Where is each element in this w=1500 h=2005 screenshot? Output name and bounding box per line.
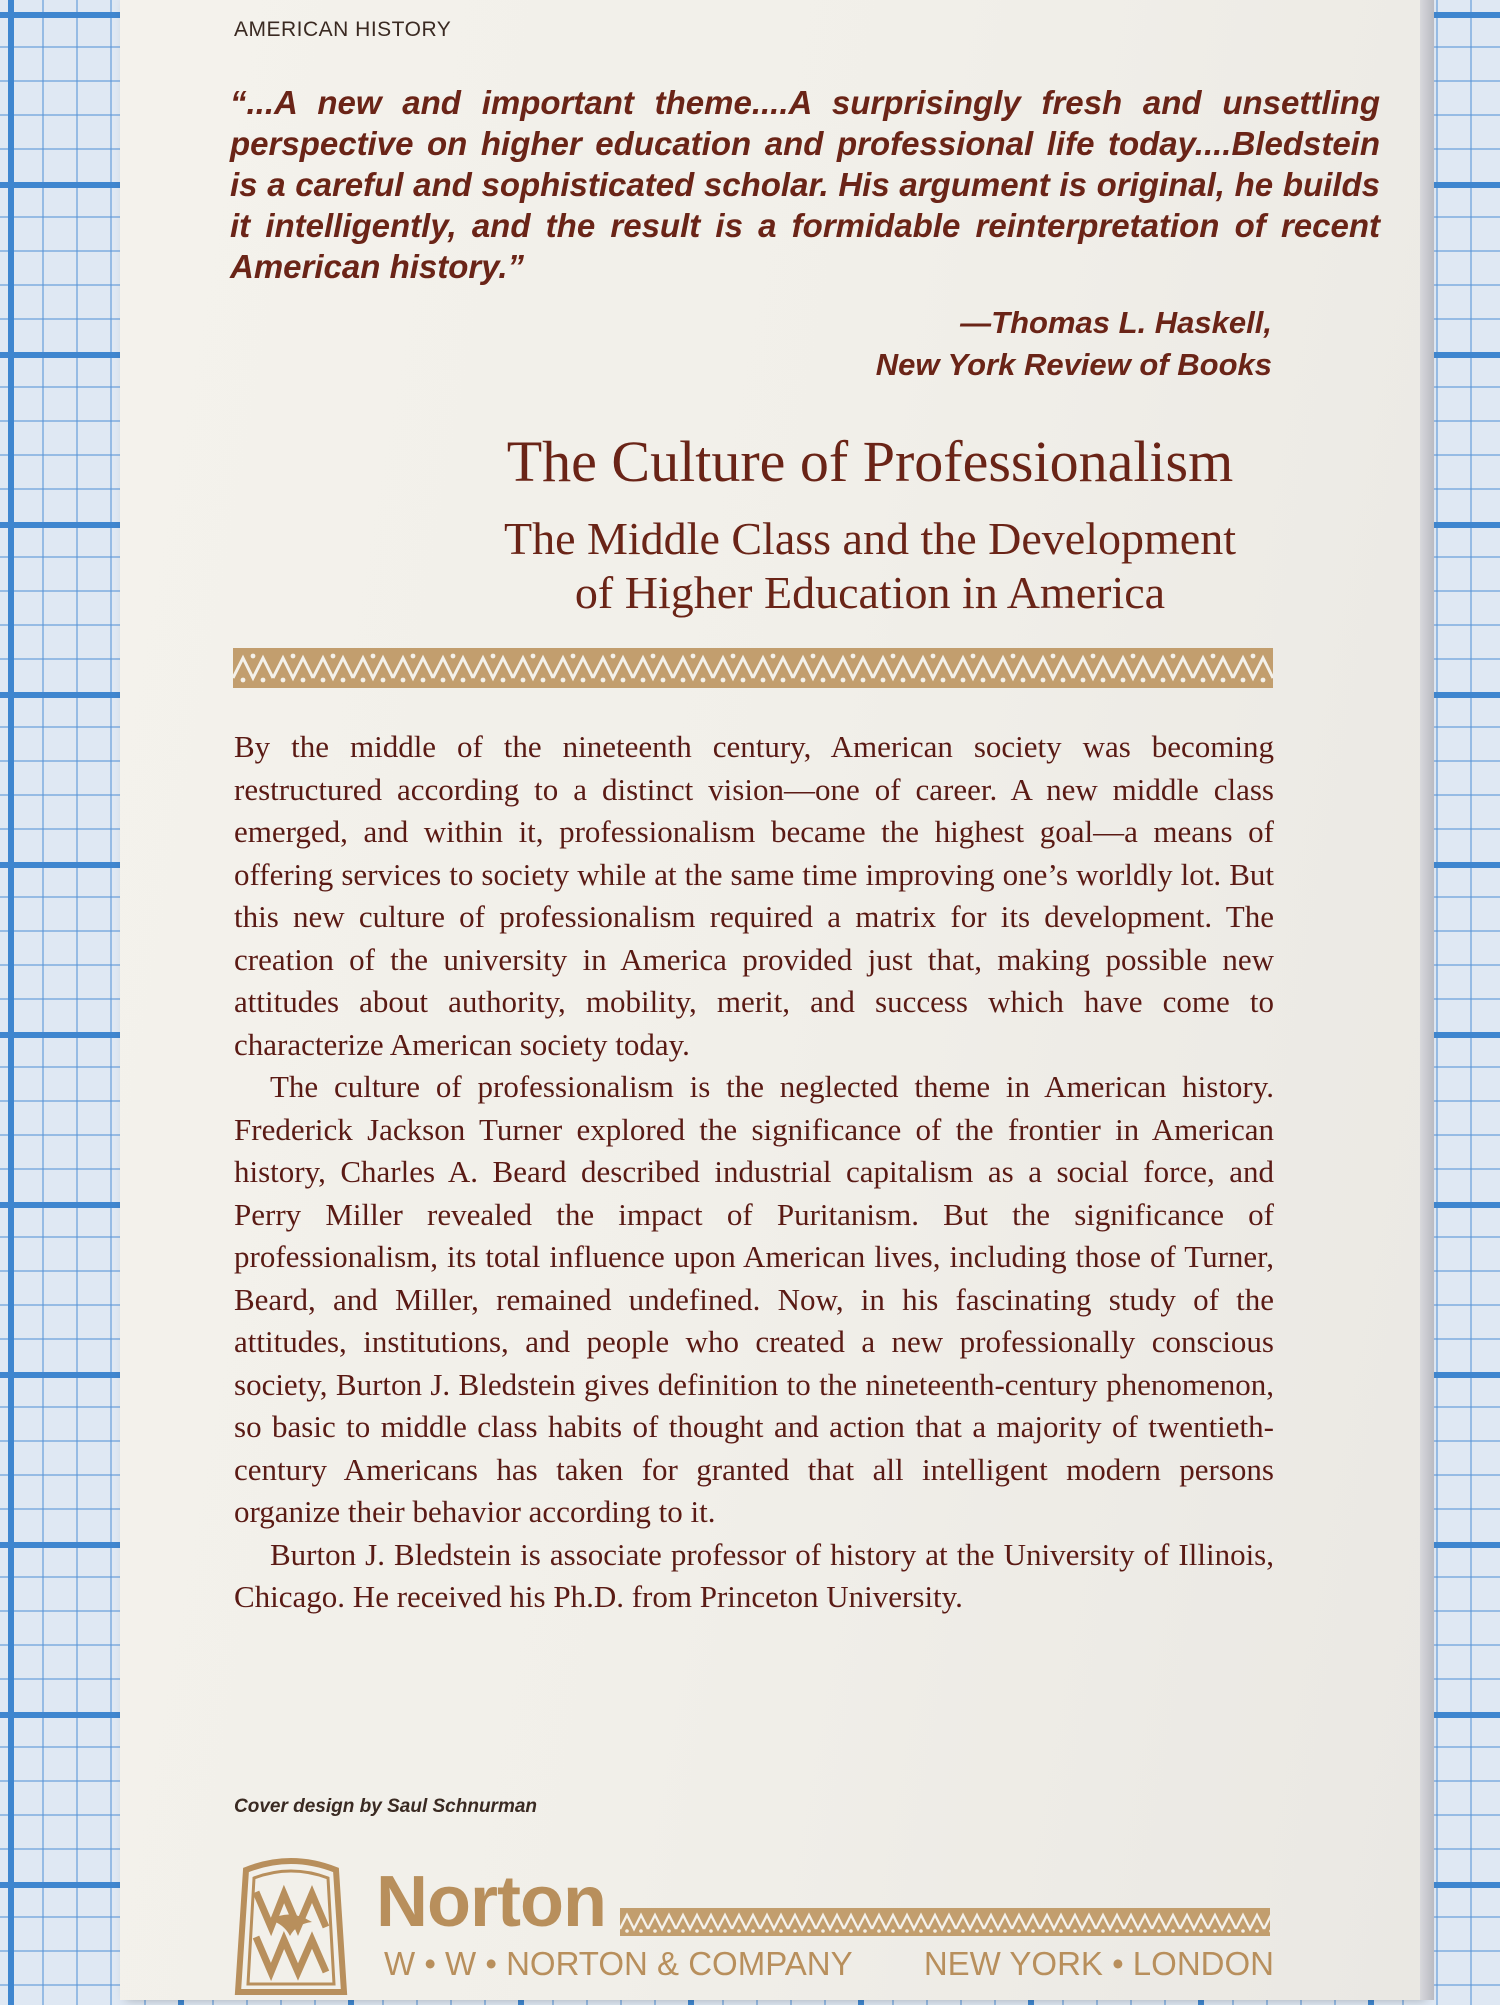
subtitle-line-1: The Middle Class and the Development	[503, 513, 1236, 564]
description-paragraph-1: By the middle of the nineteenth century, American society was becoming restructured according to a distinct vision—one of career. A new middle class emerged, and within it, professionalism became the highest goal—a means of offering services to society while at the same time improving one’s worldly lot. But this new culture of professionalism required a matrix for its development. The creation of the university in America provided just that, making possible new attitudes about authority, mobility, merit, and success which have come to characterize American society today.	[234, 729, 1274, 1062]
review-quote: “...A new and important theme....A surprisingly fresh and unsettling perspective on higher education and professional life today....Bledstein is a careful and sophisticated scholar. His argument is original, he builds it intelligently, and the result is a formidable reinterpretation of recent American history.”	[230, 84, 1380, 285]
author-bio-paragraph: Burton J. Bledstein is associate professor of history at the University of Illinois, Chicago. He received his Ph.D. from Princeton University.	[234, 1536, 1274, 1614]
book-description	[234, 726, 1274, 1619]
quote-attribution	[876, 302, 1272, 386]
norton-logo-icon	[226, 1852, 356, 2000]
publisher-company: W • W • NORTON & COMPANY	[384, 1945, 853, 1982]
subtitle-line-2: of Higher Education in America	[574, 567, 1166, 618]
quote-source: New York Review of Books	[875, 347, 1272, 382]
category-label: AMERICAN HISTORY	[234, 18, 452, 41]
publisher-imprint	[384, 1945, 1274, 1983]
cover-design-credit: Cover design by Saul Schnurman	[234, 1796, 538, 1817]
book-title: The Culture of Professionalism	[506, 429, 1234, 494]
description-paragraph-2: The culture of professionalism is the neglected theme in American history. Frederick Jackson Turner explored the significance of the frontier in American history, Charles A. Beard described industrial capitalism as a social force, and Perry Miller revealed the impact of Puritanism. But the significance of professionalism, its total influence upon American lives, including those of Turner, Beard, and Miller, remained undefined. Now, in his fascinating study of the attitudes, institutions, and people who created a new professionally conscious society, Burton J. Bledstein gives definition to the nineteenth-century phenomenon, so basic to middle class habits of thought and action that a majority of twentieth-century Americans has taken for granted that all intelligent modern persons organize their behavior according to it.	[234, 1069, 1274, 1529]
publisher-locations: NEW YORK • LONDON	[923, 1945, 1274, 1982]
decorative-zigzag-band	[233, 648, 1273, 688]
book-subtitle	[240, 512, 1500, 620]
decorative-zigzag-band-small	[620, 1908, 1270, 1936]
quote-author: —Thomas L. Haskell,	[960, 305, 1272, 340]
publisher-name: Norton	[376, 1862, 606, 1942]
